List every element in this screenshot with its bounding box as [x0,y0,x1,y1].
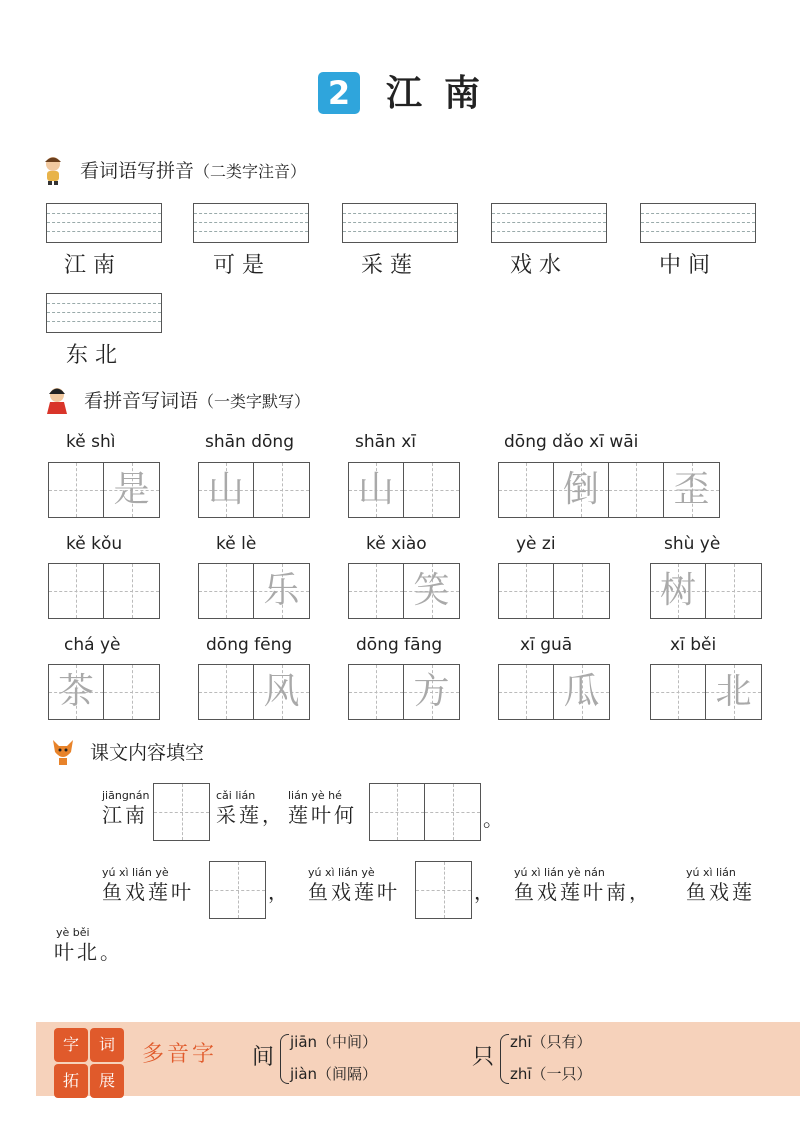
pinyin-box[interactable] [342,203,458,243]
tianzige-grid[interactable] [198,664,310,720]
section1-title: 看词语写拼音（二类字注音） [80,160,307,182]
pinyin-label: kě shì [66,432,116,452]
tianzige-grid[interactable] [48,664,160,720]
trace-char: 瓜 [563,671,600,712]
trace-char [199,665,253,719]
boy-mascot-icon [40,155,66,185]
pinyin-box[interactable] [193,203,309,243]
pinyin-label: xī běi [670,635,717,655]
trace-char: 方 [413,671,450,712]
tianzige-grid[interactable] [198,563,310,619]
answer-grid[interactable] [369,783,481,841]
trace-char [254,463,309,517]
section2-note: （一类字默写） [198,392,311,411]
tianzige-grid[interactable] [48,462,160,518]
trace-char: 茶 [57,671,94,712]
text-fragment: 莲叶何 [288,803,357,827]
trace-char [199,564,253,618]
trace-char: 是 [113,469,150,510]
text-fragment: 鱼戏莲叶南， [514,880,652,904]
trace-char: 山 [357,469,394,510]
trace-char: 倒 [562,469,599,510]
tianzige-grid[interactable] [498,563,610,619]
tianzige-grid[interactable] [48,563,160,619]
trace-char [104,564,159,618]
fox-mascot-icon [50,736,76,766]
answer-grid[interactable] [209,861,266,919]
pinyin-small: lián yè hé [288,789,342,802]
answer-grid[interactable] [415,861,472,919]
pinyin-label: dōng fēng [206,635,293,655]
section2-title: 看拼音写词语（一类字默写） [84,390,311,412]
polyphone-reading: jiàn（间隔） [290,1065,378,1083]
trace-char [499,564,553,618]
trace-char: 风 [263,671,300,712]
tianzige-grid[interactable] [348,563,460,619]
pinyin-small: cǎi lián [216,789,256,802]
word: 中 间 [659,253,710,278]
trace-char: 笑 [413,570,450,611]
polyphone-char: 间 [252,1045,275,1070]
polyphone-char: 只 [472,1045,495,1070]
pinyin-label: dōng dǎo xī wāi [504,432,639,452]
text-fragment: ， [268,880,291,904]
pinyin-label: yè zi [516,534,556,554]
pinyin-label: kě kǒu [66,534,123,554]
pinyin-small: yú xì lián yè nán [514,866,605,879]
trace-char [104,665,159,719]
pinyin-box[interactable] [640,203,756,243]
polyphone-reading: zhī（只有） [510,1033,592,1051]
answer-grid[interactable] [153,783,210,841]
tianzige-grid[interactable] [498,664,610,720]
text-fragment: 。 [483,807,506,831]
trace-char: 乐 [263,570,300,611]
lesson-title: 江南 [386,72,503,114]
pinyin-label: kě lè [216,534,257,554]
text-fragment: 鱼戏莲叶 [308,880,400,904]
trace-char [404,463,459,517]
badge-ci: 词 [90,1028,124,1062]
pinyin-small: yú xì lián yè [308,866,375,879]
trace-char: 北 [715,671,752,712]
text-fragment: 叶北。 [54,940,123,964]
pinyin-label: dōng fāng [356,635,443,655]
pinyin-small: jiāngnán [102,789,150,802]
trace-char [49,564,103,618]
trace-char [706,564,761,618]
trace-char [609,463,663,517]
brace-icon [280,1034,289,1084]
pinyin-label: kě xiào [366,534,427,554]
tianzige-grid[interactable] [498,462,720,518]
pinyin-label: shān dōng [205,432,294,452]
badge-zhan: 展 [90,1064,124,1098]
trace-char [349,665,403,719]
word: 江 南 [64,253,115,278]
pinyin-small: yú xì lián [686,866,736,879]
pinyin-box[interactable] [46,293,162,333]
word: 采 莲 [361,253,412,278]
tianzige-grid[interactable] [198,462,310,518]
badge-zi: 字 [54,1028,88,1062]
pinyin-box[interactable] [46,203,162,243]
pinyin-label: shān xī [355,432,417,452]
tianzige-grid[interactable] [650,664,762,720]
text-fragment: 鱼戏莲 [686,880,755,904]
trace-char [554,564,609,618]
trace-char [349,564,403,618]
lesson-number: 2 [318,72,360,114]
tianzige-grid[interactable] [348,664,460,720]
badge-tuo: 拓 [54,1064,88,1098]
pinyin-label: chá yè [64,635,121,655]
trace-char: 山 [207,469,244,510]
text-fragment: 采莲， [216,803,285,827]
tianzige-grid[interactable] [348,462,460,518]
pinyin-box[interactable] [491,203,607,243]
pinyin-small: yú xì lián yè [102,866,169,879]
word: 东 北 [66,343,117,368]
word: 戏 水 [510,253,561,278]
girl-mascot-icon [44,386,70,416]
pinyin-small: yè běi [56,926,90,939]
trace-char [49,463,103,517]
trace-char: 歪 [673,469,710,510]
text-fragment: 鱼戏莲叶 [102,880,194,904]
word: 可 是 [213,253,264,278]
section3-title: 课文内容填空 [90,742,205,764]
trace-char [499,463,553,517]
trace-char [499,665,553,719]
section1-note: （二类字注音） [194,162,307,181]
tianzige-grid[interactable] [650,563,762,619]
polyphone-reading: zhī（一只） [510,1065,592,1083]
pinyin-label: xī guā [520,635,573,655]
text-fragment: ， [474,880,497,904]
trace-char [651,665,705,719]
brace-icon [500,1034,509,1084]
pinyin-label: shù yè [664,534,721,554]
polyphone-reading: jiān（中间） [290,1033,378,1051]
trace-char: 树 [659,570,696,611]
polyphone-label: 多音字 [142,1042,218,1067]
text-fragment: 江南 [102,803,148,827]
